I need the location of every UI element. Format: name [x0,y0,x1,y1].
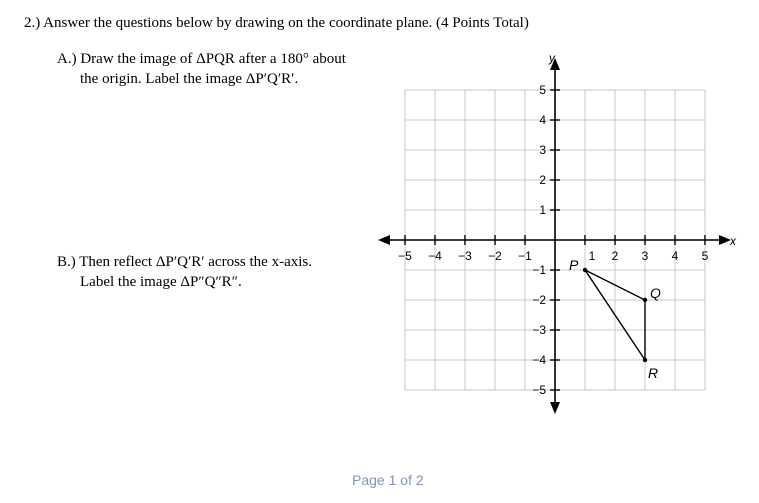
x-tick-label: 3 [641,249,649,263]
x-tick-label: −4 [428,249,442,263]
y-axis-bottom-arrow [550,402,560,414]
part-a-line-1: A.) Draw the image of ΔPQR after a 180° about [57,51,346,67]
x-tick-label: −5 [398,249,412,263]
y-tick-label: 2 [539,173,546,187]
page-indicator: Page 1 of 2 [352,472,424,488]
question-header: 2.) Answer the questions below by drawing on the coordinate plane. (4 Points Total) [24,15,529,31]
vertex-label-p: P [569,257,579,273]
x-tick-label: −3 [458,249,472,263]
vertex-p [583,268,587,272]
vertex-r [643,358,647,362]
x-axis-label: x [730,234,736,248]
x-tick-label: −1 [518,249,532,263]
y-tick-label: −2 [532,293,546,307]
x-tick-label: 5 [701,249,709,263]
vertex-q [643,298,647,302]
x-tick-label: 2 [611,249,619,263]
x-tick-label: 1 [588,249,596,263]
y-tick-label: −1 [532,263,546,277]
x-tick-labels [398,249,709,263]
y-tick-label: 1 [539,203,546,217]
part-b-line-1: B.) Then reflect ΔP′Q′R′ across the x-axis. [57,254,312,270]
y-tick-label: −5 [532,383,546,397]
y-axis-label: y [549,51,555,65]
y-tick-label: 3 [539,143,546,157]
y-tick-label: 4 [539,113,546,127]
x-axis-left-arrow [378,235,390,245]
y-tick-label: −3 [532,323,546,337]
part-a-line-2: the origin. Label the image ΔP′Q′R′. [80,71,299,87]
x-tick-label: −2 [488,249,502,263]
y-tick-label: 5 [539,83,546,97]
x-tick-label: 4 [671,249,679,263]
y-tick-label: −4 [532,353,546,367]
vertex-label-q: Q [650,285,661,301]
part-b-line-2: Label the image ΔP″Q″R″. [80,274,242,290]
vertex-label-r: R [648,365,659,381]
